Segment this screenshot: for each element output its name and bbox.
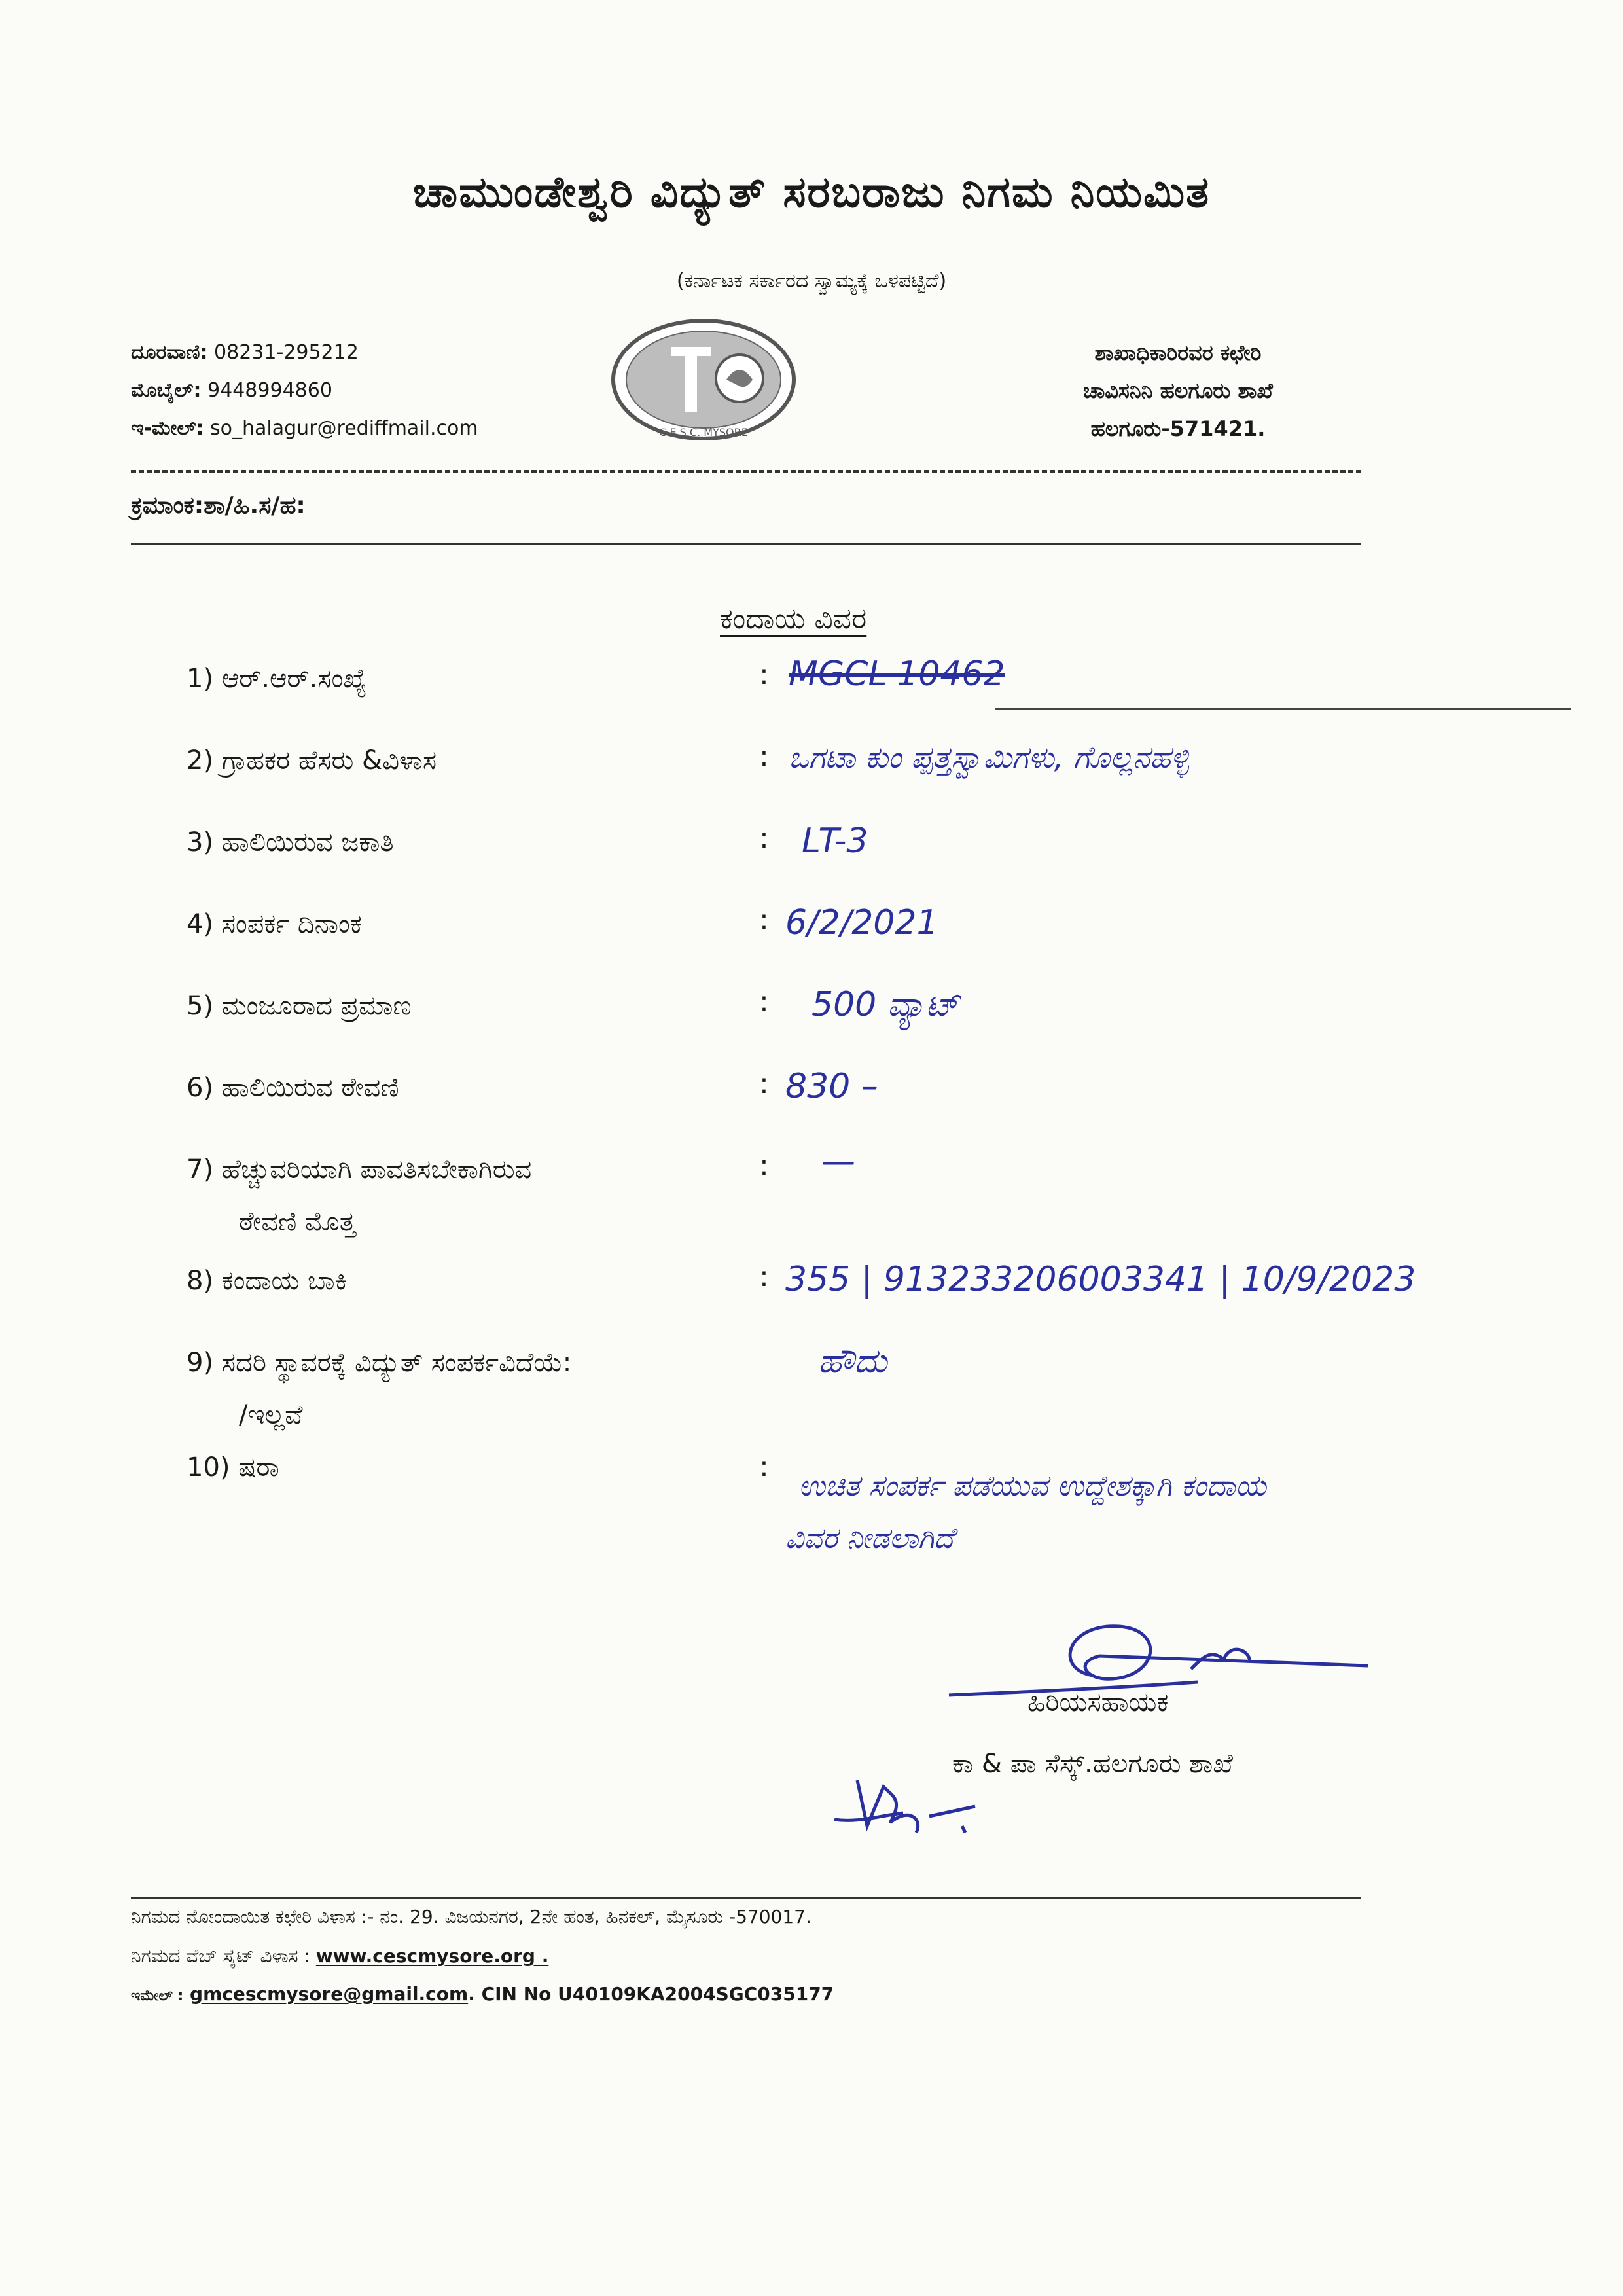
row-7-colon: : — [759, 1149, 769, 1182]
row-10-colon: : — [759, 1450, 769, 1483]
section-heading: ಕಂದಾಯ ವಿವರ — [720, 602, 867, 636]
org-subtitle: (ಕರ್ನಾಟಕ ಸರ್ಕಾರದ ಸ್ವಾಮ್ಯಕ್ಕೆ ಒಳಪಟ್ಟಿದೆ) — [676, 270, 947, 293]
row-5-value: 500 ವ್ಯಾಟ್ — [812, 985, 959, 1024]
row-2-colon: : — [759, 740, 769, 773]
website-label: ನಿಗಮದ ವೆಬ್ ಸೈಟ್ ವಿಳಾಸ : — [131, 1945, 310, 1967]
footer-divider — [131, 1897, 1361, 1899]
email-address: so_halagur@rediffmail.com — [210, 417, 478, 440]
row-4-colon: : — [759, 903, 769, 937]
header-divider — [131, 543, 1361, 545]
row-7-label-cont: ಠೇವಣಿ ಮೊತ್ತ — [239, 1207, 356, 1237]
row-3-label: 3) ಹಾಲಿಯಿರುವ ಜಕಾತಿ — [187, 827, 394, 857]
signatory-office: ಕಾ & ಪಾ ಸೆಸ್ಕ್.ಹಲಗೂರು ಶಾಖೆ — [952, 1749, 1233, 1779]
footer-email-line — [131, 1983, 834, 2005]
office-line-1: ಶಾಖಾಧಿಕಾರಿರವರ ಕಛೇರಿ — [1094, 340, 1262, 365]
email-line — [131, 410, 478, 448]
footer-address: ನಿಗಮದ ನೋಂದಾಯಿತ ಕಛೇರಿ ವಿಳಾಸ :- ನಂ. 29. ವಿಜಯನಗರ, 2ನೇ ಹಂತ, ಹಿನಕಲ್, ಮೈಸೂರು -570017. — [131, 1906, 812, 1928]
logo-text: C.E.S.C. MYSORE — [659, 426, 748, 439]
row-8-label: 8) ಕಂದಾಯ ಬಾಕಿ — [187, 1266, 348, 1296]
office-block — [982, 334, 1374, 448]
office-line-3: ಹಲಗೂರು-571421. — [1090, 416, 1266, 441]
row-5-label: 5) ಮಂಜೂರಾದ ಪ್ರಮಾಣ — [187, 991, 412, 1021]
mobile-label: ಮೊಬೈಲ್: — [131, 379, 202, 402]
mobile-number: 9448994860 — [207, 379, 332, 402]
row-2-label: 2) ಗ್ರಾಹಕರ ಹೆಸರು &ವಿಳಾಸ — [187, 745, 437, 776]
cesc-logo — [609, 314, 798, 445]
reference-number-label: ಕ್ರಮಾಂಕ:ಶಾ/ಹಿ.ಸ/ಹ: — [131, 492, 306, 519]
footer-email-label: ಇಮೇಲ್ : — [131, 1988, 184, 2004]
row-1-label: 1) ಆರ್.ಆರ್.ಸಂಖ್ಯೆ — [187, 664, 367, 694]
row-1-colon: : — [759, 658, 769, 691]
website-link[interactable]: www.cescmysore.org . — [315, 1945, 549, 1967]
signatory-title: ಹಿರಿಯಸಹಾಯಕ — [1027, 1687, 1169, 1717]
mobile-line — [131, 372, 478, 410]
row-4-label: 4) ಸಂಪರ್ಕ ದಿನಾಂಕ — [187, 909, 362, 939]
row-10-value-cont: ವಿವರ ನೀಡಲಾಗಿದೆ — [785, 1522, 954, 1555]
row-6-label: 6) ಹಾಲಿಯಿರುವ ಠೇವಣಿ — [187, 1073, 399, 1103]
phone-label: ದೂರವಾಣಿ: — [131, 341, 208, 364]
phone-number: 08231-295212 — [214, 341, 359, 364]
office-line-2: ಚಾವಿಸನಿನಿ ಹಲಗೂರು ಶಾಖೆ — [1083, 378, 1273, 403]
row-3-colon: : — [759, 821, 769, 855]
row-6-colon: : — [759, 1067, 769, 1100]
row-3-value: LT-3 — [802, 821, 868, 861]
phone-line — [131, 334, 478, 372]
row-9-label: 9) ಸದರಿ ಸ್ಥಾವರಕ್ಕೆ ವಿದ್ಯುತ್ ಸಂಪರ್ಕವಿದೆಯೆ: — [187, 1348, 572, 1378]
row-8-colon: : — [759, 1260, 769, 1293]
row-1-value: MGCL-10462 — [789, 655, 1005, 694]
row-7-value: — — [821, 1142, 855, 1181]
row-9-value: ಹೌದು — [818, 1342, 887, 1381]
row-7-label: 7) ಹೆಚ್ಚುವರಿಯಾಗಿ ಪಾವತಿಸಬೇಕಾಗಿರುವ — [187, 1155, 532, 1185]
cin-number: . CIN No U40109KA2004SGC035177 — [468, 1983, 834, 2005]
row-9-label-cont: /ಇಲ್ಲವೆ — [239, 1400, 303, 1430]
row-1-strike-extension — [995, 708, 1571, 710]
footer-email-link[interactable]: gmcescmysore@gmail.com — [190, 1983, 469, 2005]
row-2-value: ಒಗಟಾ ಕುಂ ಪ್ಪತ್ತಸ್ವಾಮಿಗಳು, ಗೊಲ್ಲನಹಳ್ಳಿ — [789, 740, 1189, 775]
email-label: ಇ-ಮೇಲ್: — [131, 417, 204, 440]
org-title: ಚಾಮುಂಡೇಶ್ವರಿ ವಿದ್ಯುತ್ ಸರಬರಾಜು ನಿಗಮ ನಿಯಮಿತ — [412, 167, 1211, 217]
row-6-value: 830 – — [785, 1067, 878, 1106]
row-10-value: ಉಚಿತ ಸಂಪರ್ಕ ಪಡೆಯುವ ಉದ್ದೇಶಕ್ಕಾಗಿ ಕಂದಾಯ — [798, 1469, 1266, 1503]
dashed-divider — [131, 470, 1361, 473]
row-5-colon: : — [759, 985, 769, 1018]
contact-block — [131, 334, 478, 448]
row-10-label: 10) ಷರಾ — [187, 1452, 279, 1482]
footer-website-line — [131, 1945, 548, 1967]
row-8-value: 355 | 913233206003341 | 10/9/2023 — [785, 1260, 1416, 1299]
row-4-value: 6/2/2021 — [785, 903, 938, 942]
